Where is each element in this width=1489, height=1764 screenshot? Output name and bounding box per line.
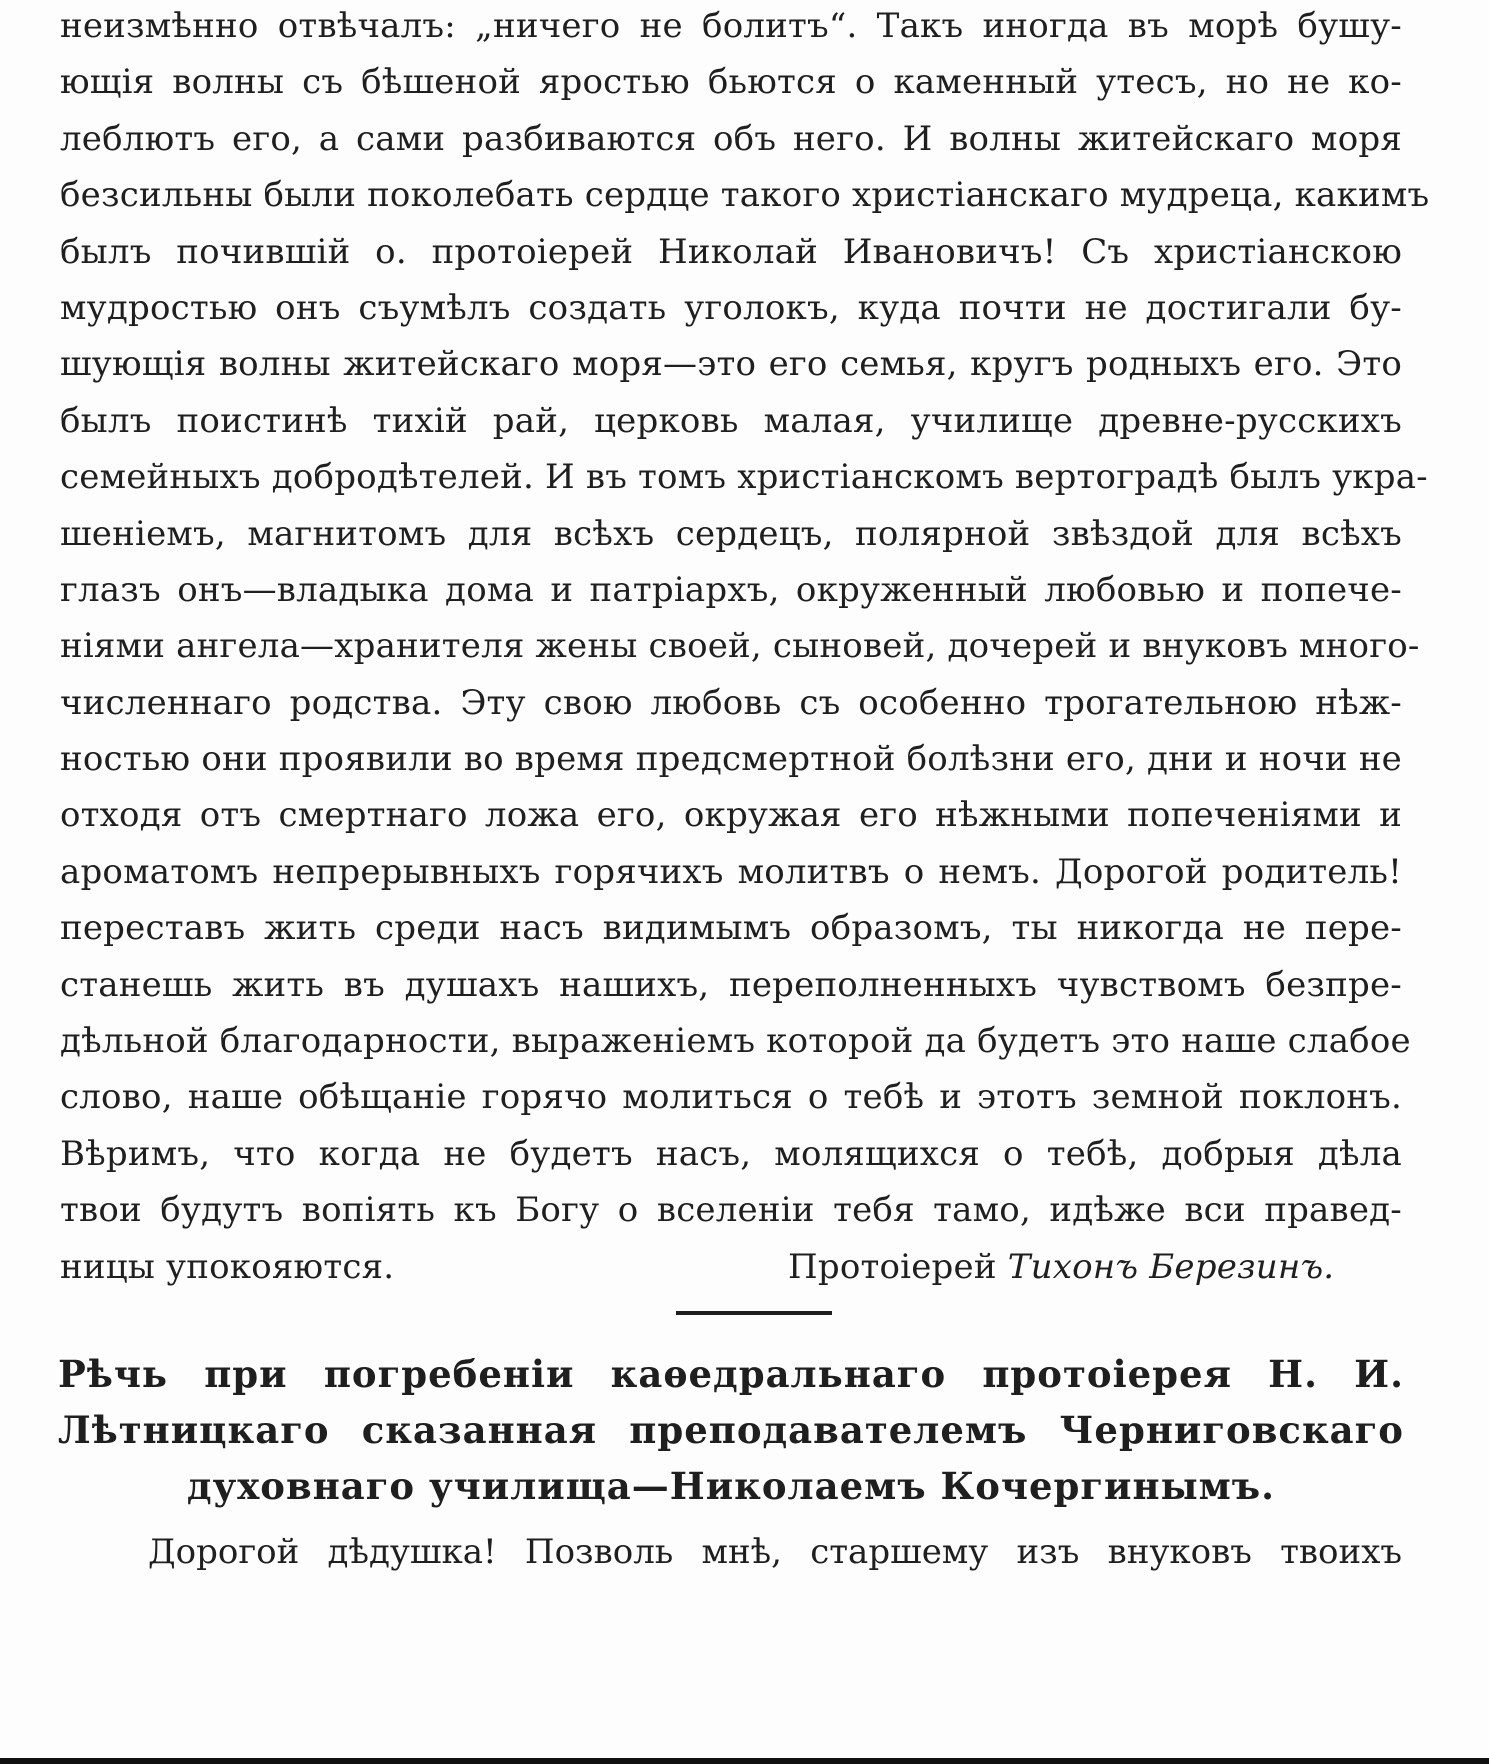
text-line: семейныхъ добродѣтелей. И въ томъ христіанскомъ вертоградѣ былъ укра- [60, 457, 1428, 498]
text-line: численнаго родства. Эту свою любовь съ особенно трогательною нѣж- [60, 682, 1402, 723]
text-line: шеніемъ, магнитомъ для всѣхъ сердецъ, полярной звѣздой для всѣхъ [60, 513, 1402, 554]
text-line: неизмѣнно отвѣчалъ: „ничего не болитъ“. Такъ иногда въ морѣ бушу- [60, 6, 1402, 46]
text-line: леблютъ его, а сами разбиваются объ него. И волны житейскаго моря [60, 118, 1402, 159]
text-line: слово, наше обѣщаніе горячо молиться о тебѣ и этотъ земной поклонъ. [60, 1077, 1402, 1118]
text-line: ющія волны съ бѣшеной яростью бьются о каменный утесъ, но не ко- [60, 62, 1402, 103]
text-line: отходя отъ смертнаго ложа его, окружая его нѣжными попеченіями и [60, 795, 1402, 836]
closing-phrase: ницы упокояются. [60, 1246, 395, 1287]
page-bottom-edge [0, 1758, 1489, 1764]
text-line: былъ почившій о. протоіерей Николай Ивановичъ! Съ христіанскою [60, 231, 1402, 272]
section-heading [58, 1346, 1404, 1514]
text-line: шующія волны житейскаго моря—это его семья, кругъ родныхъ его. Это [60, 344, 1402, 385]
speech-opening-line: Дорогой дѣдушка! Позволь мнѣ, старшему изъ внуковъ твоихъ [148, 1532, 1402, 1572]
text-line: мудростью онъ съумѣлъ создать уголокъ, куда почти не достигали бу- [60, 287, 1402, 328]
signature [788, 1239, 1334, 1295]
signature-name: Тихонъ Березинъ. [1007, 1246, 1335, 1287]
signature-title: Протоіерей [788, 1246, 997, 1287]
text-line: станешь жить въ душахъ нашихъ, переполненныхъ чувствомъ безпре- [60, 964, 1402, 1005]
text-line: ностью они проявили во время предсмертной болѣзни его, дни и ночи не [60, 739, 1402, 780]
heading-line: Рѣчь при погребеніи каѳедральнаго протоіерея Н. И. [58, 1352, 1404, 1396]
text-line: былъ поистинѣ тихій рай, церковь малая, училище древне-русскихъ [60, 400, 1402, 441]
section-divider [676, 1311, 832, 1315]
text-line: Вѣримъ, что когда не будетъ насъ, молящихся о тебѣ, добрыя дѣла [60, 1133, 1402, 1174]
text-line: дѣльной благодарности, выраженіемъ которой да будетъ это наше слабое [60, 1021, 1411, 1062]
text-line: переставъ жить среди насъ видимымъ образомъ, ты никогда не пере- [60, 908, 1402, 949]
text-line: твои будутъ вопіять къ Богу о вселеніи тебя тамо, идѣже вси правед- [60, 1190, 1402, 1231]
text-line: ніями ангела—хранителя жены своей, сыновей, дочерей и внуковъ много- [60, 626, 1420, 667]
text-line: безсильны были поколебать сердце такого христіанскаго мудреца, какимъ [60, 175, 1430, 216]
text-line: глазъ онъ—владыка дома и патріархъ, окруженный любовью и попече- [60, 569, 1402, 610]
text-line-last [60, 1239, 1402, 1295]
text-line: ароматомъ непрерывныхъ горячихъ молитвъ о немъ. Дорогой родитель! [60, 851, 1402, 892]
body-text [60, 0, 1430, 1295]
heading-line: духовнаго училища—Николаемъ Кочергинымъ. [186, 1464, 1276, 1508]
heading-line: Лѣтницкаго сказанная преподавателемъ Черниговскаго [58, 1408, 1404, 1452]
